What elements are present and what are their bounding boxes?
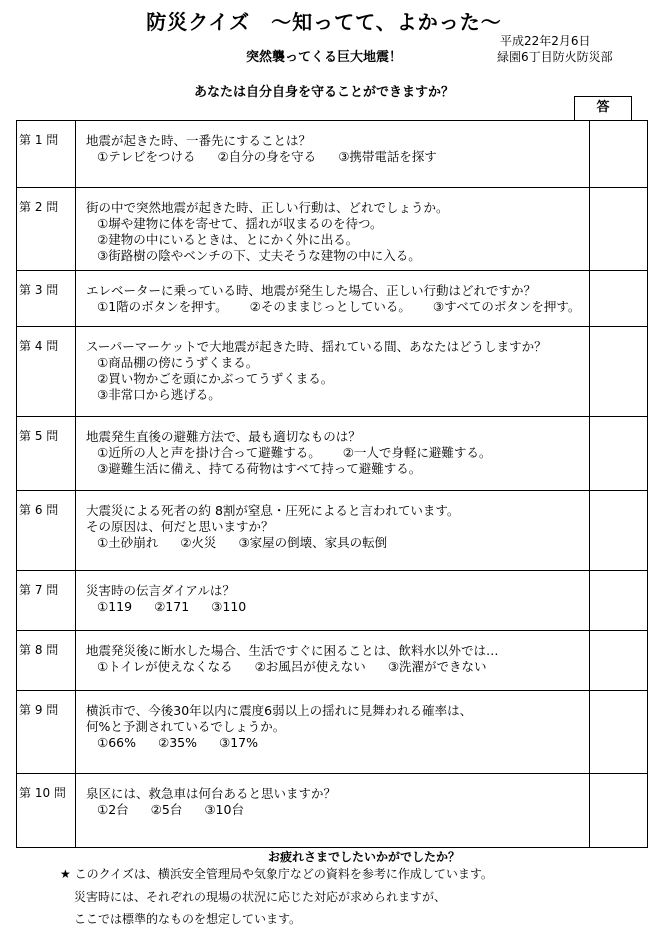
question-text: 地震発生直後の避難方法で、最も適切なものは？ xyxy=(86,429,361,444)
answer-box[interactable] xyxy=(590,188,648,271)
answer-option: ①近所の人と声を掛け合って避難する。 xyxy=(97,445,321,460)
option-line xyxy=(86,659,589,675)
answer-option: ②火災 xyxy=(180,535,217,550)
option-line xyxy=(86,232,589,248)
answer-box[interactable] xyxy=(590,691,648,774)
option-line xyxy=(86,461,589,477)
question-body xyxy=(76,491,590,571)
answer-box[interactable] xyxy=(590,327,648,417)
answer-box[interactable] xyxy=(590,121,648,188)
quiz-row xyxy=(17,121,648,188)
option-line xyxy=(86,387,589,403)
answer-option: ②買い物かごを頭にかぶってうずくまる。 xyxy=(97,371,334,386)
option-line xyxy=(86,445,589,461)
option-line xyxy=(86,149,589,165)
lead-question: あなたは自分自身を守ることができますか？ xyxy=(193,85,454,100)
option-line xyxy=(86,248,589,264)
quiz-row xyxy=(17,327,648,417)
subtitle: 突然襲ってくる巨大地震！ xyxy=(245,50,402,65)
answer-option: ③街路樹の陰やベンチの下、丈夫そうな建物の中に入る。 xyxy=(97,248,421,263)
organization-name: 緑園6丁目防火防災部 xyxy=(497,50,613,64)
question-number: 第 9 問 xyxy=(17,691,76,774)
question-number: 第 2 問 xyxy=(17,188,76,271)
answer-option: ③110 xyxy=(211,599,247,614)
answer-option: ①土砂崩れ xyxy=(97,535,159,550)
answer-option: ①塀や建物に体を寄せて、揺れが収まるのを待つ。 xyxy=(97,216,383,231)
option-line xyxy=(86,735,589,751)
answer-option: ①テレビをつける xyxy=(97,149,196,164)
question-number: 第 3 問 xyxy=(17,271,76,327)
option-line xyxy=(86,355,589,371)
answer-option: ①トイレが使えなくなる xyxy=(97,659,233,674)
quiz-row xyxy=(17,631,648,691)
answer-option: ③すべてのボタンを押す。 xyxy=(432,299,581,314)
question-text: エレベーターに乗っている時、地震が発生した場合、正しい行動はどれですか？ xyxy=(86,283,537,298)
question-text: 泉区には、救急車は何台あると思いますか？ xyxy=(86,786,337,801)
question-text: 地震発災後に断水した場合、生活ですぐに困ることは、飲料水以外では… xyxy=(86,643,499,658)
option-line xyxy=(86,599,589,615)
answer-option: ①66% xyxy=(97,735,136,750)
question-number: 第 4 問 xyxy=(17,327,76,417)
answer-option: ①119 xyxy=(97,599,133,614)
answer-option: ②35% xyxy=(158,735,197,750)
question-body xyxy=(76,631,590,691)
answer-box[interactable] xyxy=(590,774,648,848)
page-title: 防災クイズ ～知ってて、よかった～ xyxy=(146,10,502,34)
issue-date: 平成22年2月6日 xyxy=(500,34,591,48)
quiz-row xyxy=(17,417,648,491)
question-number: 第 5 問 xyxy=(17,417,76,491)
question-number: 第 6 問 xyxy=(17,491,76,571)
answer-option: ②171 xyxy=(154,599,190,614)
question-body xyxy=(76,121,590,188)
question-text: スーパーマーケットで大地震が起きた時、揺れている間、あなたはどうしますか？ xyxy=(86,339,547,354)
quiz-row xyxy=(17,188,648,271)
answer-option: ③17% xyxy=(219,735,258,750)
question-number: 第 8 問 xyxy=(17,631,76,691)
answer-option: ③避難生活に備え、持てる荷物はすべて持って避難する。 xyxy=(97,461,422,476)
answer-option: ②5台 xyxy=(150,802,183,817)
question-text: 大震災による死者の約 8割が窒息・圧死によると言われています。 xyxy=(86,503,460,518)
footer-note-line: 災害時には、それぞれの現場の状況に応じた対応が求められますが、 xyxy=(74,890,447,904)
question-body xyxy=(76,188,590,271)
answer-option: ②そのままじっとしている。 xyxy=(249,299,411,314)
question-body xyxy=(76,774,590,848)
question-body xyxy=(76,571,590,631)
answer-box[interactable] xyxy=(590,491,648,571)
quiz-row xyxy=(17,491,648,571)
footer-note-line: ここでは標準的なものを想定しています。 xyxy=(74,912,302,926)
answer-option: ①商品棚の傍にうずくまる。 xyxy=(97,355,259,370)
footer-note-line: ★ このクイズは、横浜安全管理局や気象庁などの資料を参考に作成しています。 xyxy=(60,867,493,881)
answer-box[interactable] xyxy=(590,631,648,691)
option-line xyxy=(86,216,589,232)
question-body xyxy=(76,327,590,417)
answer-option: ③非常口から逃げる。 xyxy=(97,387,221,402)
question-text: 地震が起きた時、一番先にすることは？ xyxy=(86,133,312,148)
answer-option: ②お風呂が使えない xyxy=(254,659,366,674)
closing-message: お疲れさまでしたいかがでしたか？ xyxy=(267,850,460,864)
option-line xyxy=(86,802,589,818)
answer-option: ③洗濯ができない xyxy=(387,659,487,674)
quiz-row xyxy=(17,571,648,631)
answer-option: ③10台 xyxy=(204,802,244,817)
question-text: 何%と予測されているでしょうか。 xyxy=(86,719,286,734)
question-text: 横浜市で、今後30年以内に震度6弱以上の揺れに見舞われる確率は、 xyxy=(86,703,473,718)
quiz-table xyxy=(16,120,648,848)
quiz-row xyxy=(17,691,648,774)
answer-box[interactable] xyxy=(590,271,648,327)
quiz-row xyxy=(17,774,648,848)
question-body xyxy=(76,417,590,491)
quiz-row xyxy=(17,271,648,327)
answer-option: ②一人で身軽に避難する。 xyxy=(342,445,492,460)
answer-column-header: 答 xyxy=(574,96,632,120)
question-number: 第 1 問 xyxy=(17,121,76,188)
answer-option: ②自分の身を守る xyxy=(217,149,317,164)
question-text: その原因は、何だと思いますか？ xyxy=(86,519,274,534)
answer-option: ③携帯電話を探す xyxy=(338,149,437,164)
option-line xyxy=(86,535,589,551)
answer-box[interactable] xyxy=(590,417,648,491)
question-body xyxy=(76,271,590,327)
question-number: 第 7 問 xyxy=(17,571,76,631)
answer-option: ①2台 xyxy=(97,802,129,817)
answer-option: ③家屋の倒壊、家具の転倒 xyxy=(238,535,388,550)
answer-box[interactable] xyxy=(590,571,648,631)
option-line xyxy=(86,299,589,315)
question-text: 災害時の伝言ダイアルは？ xyxy=(86,583,235,598)
question-number: 第 10 問 xyxy=(17,774,76,848)
option-line xyxy=(86,371,589,387)
answer-option: ①1階のボタンを押す。 xyxy=(97,299,228,314)
question-body xyxy=(76,691,590,774)
question-text: 街の中で突然地震が起きた時、正しい行動は、どれでしょうか。 xyxy=(86,200,449,215)
answer-option: ②建物の中にいるときは、とにかく外に出る。 xyxy=(97,232,359,247)
